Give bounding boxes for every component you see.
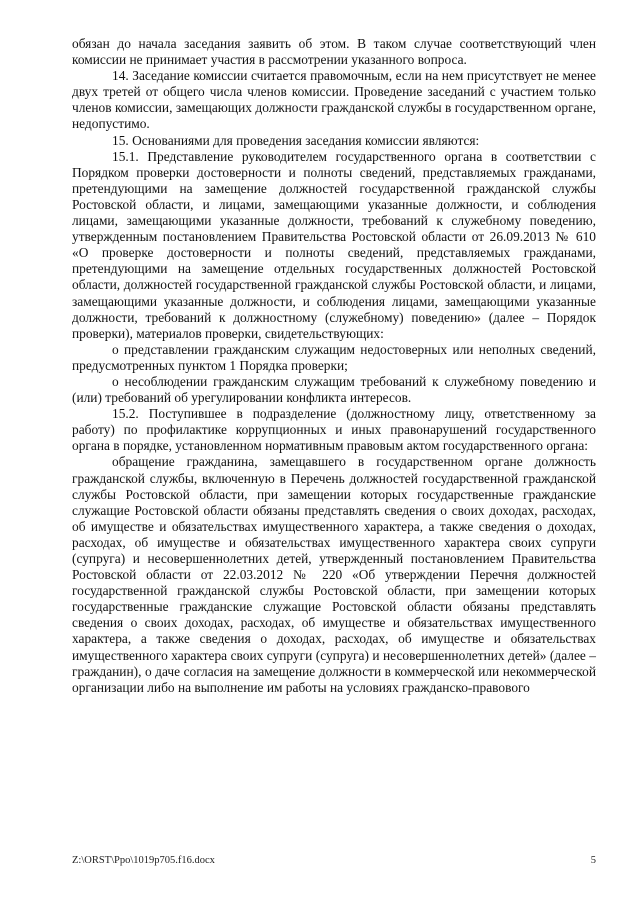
page-number: 5 [590, 855, 596, 866]
paragraph-item-15: 15. Основаниями для проведения заседания комиссии являются: [112, 132, 480, 148]
paragraph-citizen-appeal: обращение гражданина, замещавшего в государственном органе должность гражданской службы, включенную в Перечень должностей государственной гражданской службы Ростовской области, при замещении которых государственные гражданские служащие Ростовской области обязаны представлять сведения о своих доходах, расходах, об имуществе и обязательствах имущественного характера, а также сведения о доходах, расходах, об имуществе и обязательствах имущественного характера своих супруги (супруга) и несовершеннолетних детей, утвержденный постановлением Правительства Ростовской области от 22.03.2012 № 220 «Об утверждении Перечня должностей государственной гражданской службы Ростовской области, при замещении которых государственные гражданские служащие Ростовской области обязаны представлять сведения о своих доходах, расходах, об имуществе и обязательствах имущественного характера, а также сведения о доходах, расходах, об имуществе и обязательствах имущественного характера своих супруги (супруга) и несовершеннолетних детей» (далее – гражданин), о даче согласия на замещение должности в коммерческой или некоммерческой организации либо на выполнение им работы на условиях гражданско-правового [72, 454, 596, 695]
paragraph-subitem-noncompliance: о несоблюдении гражданским служащим требований к служебному поведению и (или) требований об урегулировании конфликта интересов. [72, 373, 596, 406]
paragraph-continuation: обязан до начала заседания заявить об этом. В таком случае соответствующий член комиссии не принимает участия в рассмотрении указанного вопроса. [72, 36, 596, 68]
paragraph-item-15-2: 15.2. Поступившее в подразделение (должностному лицу, ответственному за работу) по профилактике коррупционных и иных правонарушений государственного органа в порядке, установленном нормативным правовым актом государственного органа: [72, 406, 596, 454]
paragraph-subitem-false-info: о представлении гражданским служащим недостоверных или неполных сведений, предусмотренных пунктом 1 Порядка проверки; [72, 341, 596, 373]
paragraph-item-15-1: 15.1. Представление руководителем государственного органа в соответствии с Порядком проверки достоверности и полноты сведений, представляемых гражданами, претендующими на замещение должностей государственной гражданской службы Ростовской области, и лицами, замещающими указанные должности, и соблюдения лицами, замещающими указанные должности, требований к служебному поведению, утвержденным постановлением Правительства Ростовской области от 26.09.2013 № 610 «О проверке достоверности и полноты сведений, представляемых гражданами, претендующими на замещение отдельных государственных должностей Ростовской области, должностей государственной гражданской службы Ростовской области, и лицами, замещающими указанные должности, и соблюдения лицами, замещающими указанные должности, требований к должностному (служебному) поведению» (далее – Порядок проверки), материалов проверки, свидетельствующих: [72, 148, 596, 341]
paragraph-item-14: 14. Заседание комиссии считается правомочным, если на нем присутствует не менее двух третей от общего числа членов комиссии. Проведение заседаний с участием только членов комиссии, замещающих должности гражданской службы в государственном органе, недопустимо. [72, 68, 596, 132]
file-path: Z:\ORST\Ppo\1019p705.f16.docx [72, 855, 215, 866]
document-body [72, 36, 596, 696]
